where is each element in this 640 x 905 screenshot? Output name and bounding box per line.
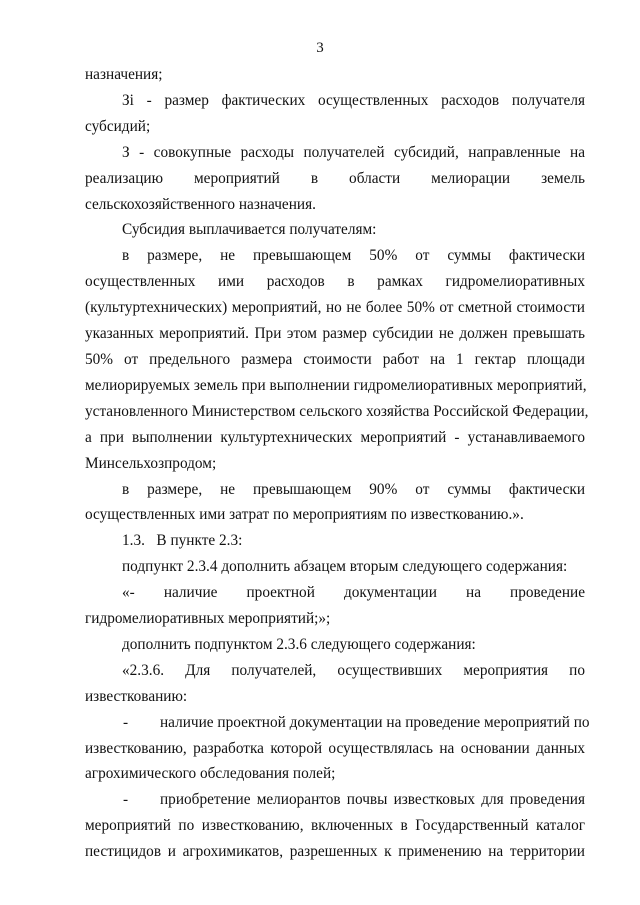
text-line: наличие проектной документации на проведение мероприятий по <box>160 713 590 731</box>
text-line: 50% от предельного размера стоимости работ на 1 гектар площади <box>85 350 585 368</box>
text-line: З - совокупные расходы получателей субсидий, направленные на <box>122 143 585 161</box>
text-line: приобретение мелиорантов почвы известковых для проведения <box>160 791 585 809</box>
text-line: агрохимического обследования полей; <box>85 765 336 783</box>
text-line: мелиорируемых земель при выполнении гидромелиоративных мероприятий, <box>85 376 587 394</box>
text-line: дополнить подпунктом 2.3.6 следующего содержания: <box>122 635 476 653</box>
list-item <box>85 710 590 736</box>
text-line: осуществленных ими расходов в рамках гидромелиоративных <box>85 273 585 291</box>
text-line: подпункт 2.3.4 дополнить абзацем вторым следующего содержания: <box>122 558 568 576</box>
list-dash: - <box>123 713 129 731</box>
text-line: (культуртехнических) мероприятий, но не более 50% от сметной стоимости <box>85 299 585 317</box>
text-line: указанных мероприятий. При этом размер субсидии не должен превышать <box>85 325 585 343</box>
text-line: Субсидия выплачивается получателям: <box>122 221 377 239</box>
text-line: пестицидов и агрохимикатов, разрешенных к применению на территории <box>85 843 585 861</box>
list-item <box>85 787 585 813</box>
text-line: реализацию мероприятий в области мелиорации земель <box>85 169 585 187</box>
text-line: а при выполнении культуртехнических мероприятий - устанавливаемого <box>85 428 585 446</box>
text-line: известкованию, разработка которой осуществлялась на основании данных <box>85 739 585 757</box>
text-line: назначения; <box>85 66 163 83</box>
document-body <box>85 62 590 865</box>
text-line: сельскохозяйственного назначения. <box>85 195 316 213</box>
text-line: в размере, не превышающем 50% от суммы фактически <box>122 247 585 265</box>
text-line: Зі - размер фактических осуществленных расходов получателя <box>122 91 585 109</box>
page-number: 3 <box>316 40 324 56</box>
list-dash: - <box>123 791 129 809</box>
text-line: мероприятий по известкованию, включенных в Государственный каталог <box>85 817 585 835</box>
section-heading: 1.3. В пункте 2.3: <box>122 532 243 550</box>
text-line: «- наличие проектной документации на проведение <box>122 584 585 602</box>
text-line: субсидий; <box>85 117 151 135</box>
text-line: осуществленных ими затрат по мероприятиям по известкованию.». <box>85 506 524 524</box>
text-line: «2.3.6. Для получателей, осуществивших мероприятия по <box>122 661 585 679</box>
text-line: в размере, не превышающем 90% от суммы фактически <box>122 480 585 498</box>
text-line: установленного Министерством сельского хозяйства Российской Федерации, <box>85 402 589 420</box>
text-line: гидромелиоративных мероприятий;»; <box>85 610 331 628</box>
text-line: известкованию: <box>85 687 188 705</box>
text-line: Минсельхозпродом; <box>85 454 217 472</box>
